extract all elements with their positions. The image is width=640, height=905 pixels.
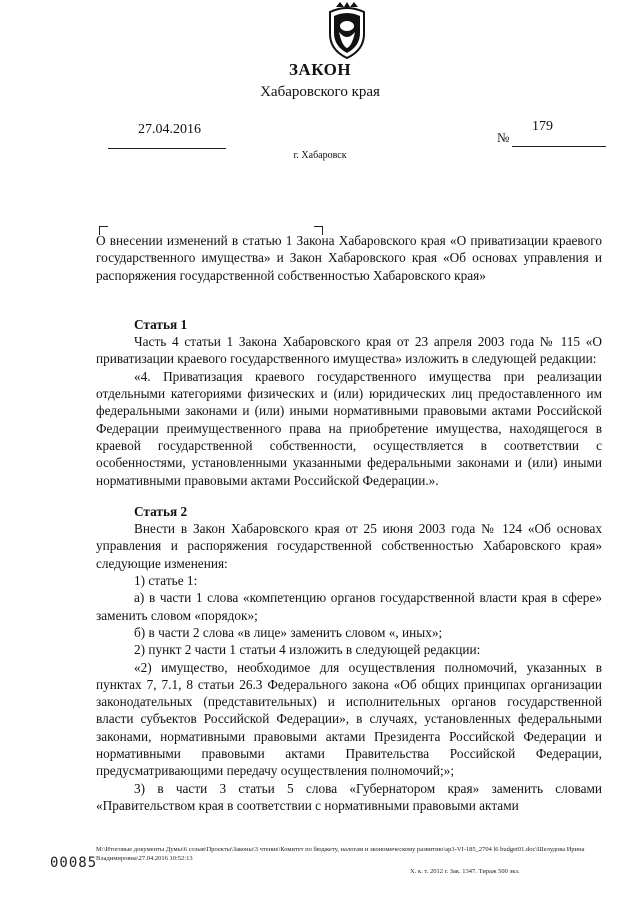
article-2-item: 2) пункт 2 части 1 статьи 4 изложить в следующей редакции:: [134, 642, 481, 658]
article-2-item: б) в части 2 слова «в лице» заменить словом «, иных»;: [134, 624, 443, 640]
article-2-paragraph: Внести в Закон Хабаровского края от 25 июня 2003 года № 124 «Об основах управления и распоряжения государственной собственностью Хабаровского края» следующие изменения:: [96, 521, 602, 571]
document-subject: О внесении изменений в статью 1 Закона Хабаровского края «О приватизации краевого государственного имущества» и Закон Хабаровского края «Об основах управления и распоряжения государственной собственностью Хабаровского края»: [96, 233, 602, 283]
registration-number: 00085: [50, 855, 98, 871]
article-2-heading: Статья 2: [134, 503, 188, 519]
coat-of-arms-icon: [322, 2, 372, 60]
file-path-footer: M:\Итоговые документы Думы\6 созыв\Проекты\Законы\3 чтение\Комитет по бюджету, налогам и экономическому развитию\ар3-VI-185_2704 l6 budget01.doc\Шелудова Ирина Владимировна\27.04.2016 10:52:13: [96, 846, 585, 862]
article-2-item: «2) имущество, необходимое для осуществления полномочий, указанных в пунктах 7, 7.1, 8 статьи 26.3 Федерального закона «Об общих принципах организации законодательных (представительных) и исполнительных органов государственной власти субъектов Российской Федерации», в случаях, установленных федеральными законами, нормативными правовыми актами Президента Российской Федерации и нормативными правовыми актами Правительства Российской Федерации, предусматривающими передачу осуществления полномочий;»;: [96, 659, 602, 779]
document-city: г. Хабаровск: [293, 150, 347, 161]
document-number: 179: [532, 119, 553, 134]
article-1-quote: «4. Приватизация краевого государственного имущества при реализации отдельными категориями физических и (или) юридических лиц предоставленного им федеральными законами и (или) иными нормативными правовыми актами Российской Федерации преимущественного права на приобретение имущества, находящегося в краевой государственной собственности, осуществляется в соответствии с особенностями, установленными указанными федеральными законами и (или) иными нормативными правовыми актами Российской Федерации.».: [96, 368, 602, 488]
article-1-paragraph: Часть 4 статьи 1 Закона Хабаровского края от 23 апреля 2003 года № 115 «О приватизации краевого государственного имущества» изложить в следующей редакции:: [96, 334, 602, 367]
document-date: 27.04.2016: [138, 122, 201, 137]
number-underline: [512, 146, 606, 147]
document-subtitle: Хабаровского края: [260, 84, 380, 100]
number-label: №: [497, 130, 510, 145]
article-1-heading: Статья 1: [134, 316, 188, 332]
document-title: ЗАКОН: [288, 60, 352, 79]
article-2-item: а) в части 1 слова «компетенцию органов государственной власти края в сфере» заменить словом «порядок»;: [96, 590, 602, 623]
date-underline: [108, 148, 226, 149]
print-info: Х. к. т. 2012 г. Зак. 1347. Тираж 500 экз.: [410, 868, 520, 875]
document-body: [96, 232, 602, 814]
article-2-item: 3) в части 3 статьи 5 слова «Губернатором края» заменить словами «Правительством края в соответствии с нормативными правовыми актами: [96, 780, 602, 813]
article-2-item: 1) статье 1:: [134, 573, 198, 589]
